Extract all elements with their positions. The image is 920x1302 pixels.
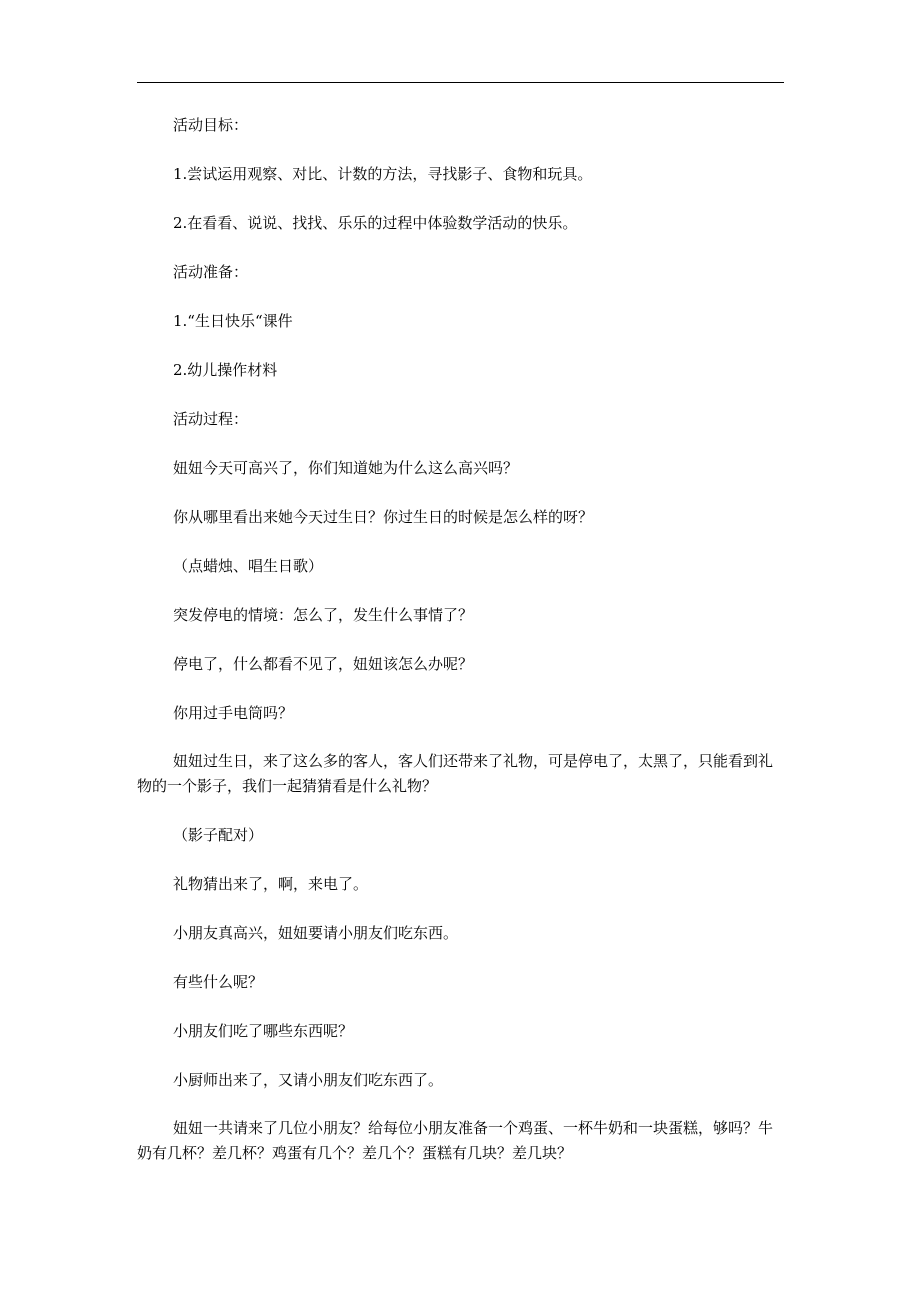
header-rule [137, 82, 784, 83]
heading-activity-preparation: 活动准备： [173, 263, 249, 281]
document-body [137, 112, 785, 1189]
process-paragraph: 有些什么呢？ [173, 973, 264, 991]
process-paragraph: 妞妞一共请来了几位小朋友？给每位小朋友准备一个鸡蛋、一杯牛奶和一块蛋糕，够吗？牛奶有几杯？差几杯？鸡蛋有几个？差几个？蛋糕有几块？差几块？ [137, 1119, 774, 1162]
preparation-item-2: 2.幼儿操作材料 [173, 361, 278, 379]
process-paragraph: 你用过手电筒吗？ [173, 704, 294, 722]
heading-activity-process: 活动过程： [173, 410, 249, 428]
process-paragraph: 突发停电的情境：怎么了，发生什么事情了？ [173, 606, 474, 624]
process-paragraph: 你从哪里看出来她今天过生日？你过生日的时候是怎么样的呀？ [173, 508, 594, 526]
goal-item-2: 2.在看看、说说、找找、乐乐的过程中体验数学活动的快乐。 [173, 214, 578, 232]
goal-item-1: 1.尝试运用观察、对比、计数的方法，寻找影子、食物和玩具。 [173, 165, 593, 183]
process-paragraph: 小厨师出来了，又请小朋友们吃东西了。 [173, 1071, 444, 1089]
process-paragraph: 妞妞过生日，来了这么多的客人，客人们还带来了礼物，可是停电了，太黑了，只能看到礼物的一个影子，我们一起猜猜看是什么礼物？ [137, 752, 774, 795]
process-paragraph: 停电了，什么都看不见了，妞妞该怎么办呢？ [173, 655, 474, 673]
process-paragraph: 妞妞今天可高兴了，你们知道她为什么这么高兴吗？ [173, 459, 519, 477]
process-paragraph: 礼物猜出来了，啊，来电了。 [173, 875, 369, 893]
process-paragraph: （点蜡烛、唱生日歌） [173, 557, 324, 575]
process-paragraph: 小朋友们吃了哪些东西呢？ [173, 1022, 354, 1040]
preparation-item-1: 1.“生日快乐“课件 [173, 312, 293, 330]
heading-activity-goals: 活动目标： [173, 116, 249, 134]
process-paragraph: 小朋友真高兴，妞妞要请小朋友们吃东西。 [173, 924, 459, 942]
process-paragraph: （影子配对） [173, 826, 264, 844]
